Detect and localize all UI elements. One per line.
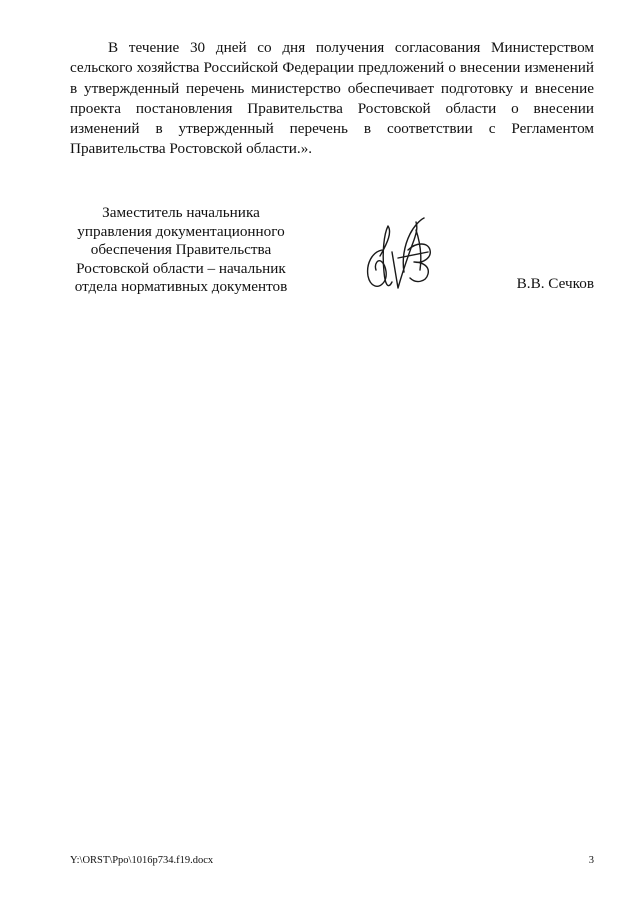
signatory-title-line: управления документационного (77, 222, 285, 240)
body-paragraph: В течение 30 дней со дня получения согласования Министерством сельского хозяйства Российской Федерации предложений о внесении изменений в утвержденный перечень министерство обеспечивает подготовку и внесение проекта постановления Правительства Ростовской области о внесении изменений в утвержденный перечень в соответствии с Регламентом Правительства Ростовской области.». (70, 39, 594, 158)
signatory-title (66, 204, 296, 297)
signatory-title-line: Заместитель начальника (102, 204, 260, 221)
signatory-title-line: Ростовской области – начальник (76, 259, 286, 277)
signer-name: В.В. Сечков (516, 275, 594, 292)
signatory-title-line: обеспечения Правительства (90, 241, 272, 259)
footer-file-path: Y:\ORST\Ppo\1016p734.f19.docx (70, 855, 214, 866)
handwritten-signature (358, 212, 438, 296)
page-number: 3 (588, 855, 594, 866)
signatory-title-line: отдела нормативных документов (74, 278, 288, 296)
